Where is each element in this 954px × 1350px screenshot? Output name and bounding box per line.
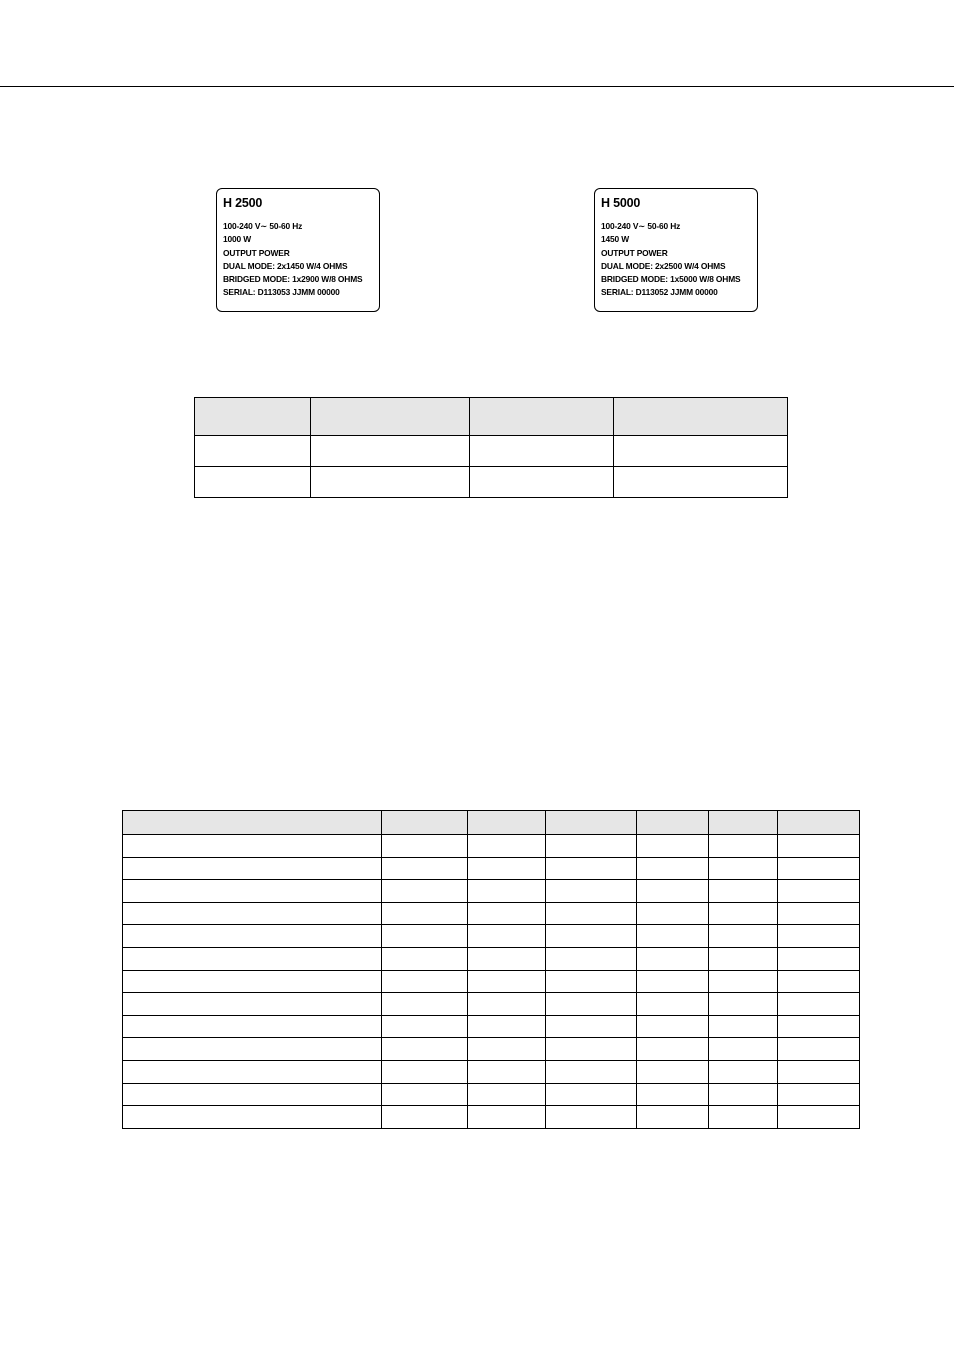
- table-cell: [709, 1015, 778, 1038]
- table-cell: [637, 1106, 709, 1129]
- header-cell: [614, 398, 788, 436]
- table-cell: [637, 1060, 709, 1083]
- table-cell: [382, 970, 468, 993]
- table-cell: [382, 1060, 468, 1083]
- label-h2500: [216, 188, 380, 312]
- table-cell: [546, 1015, 637, 1038]
- table-cell: [468, 902, 546, 925]
- table-cell: [778, 1015, 860, 1038]
- table-cell: [546, 970, 637, 993]
- table-cell: [311, 436, 470, 467]
- label-bridged-mode: BRIDGED MODE: 1x5000 W/8 OHMS: [601, 274, 741, 285]
- table-row: [123, 1106, 860, 1129]
- label-model: H 5000: [601, 196, 641, 210]
- label-h5000: [594, 188, 758, 312]
- label-dual-mode: DUAL MODE: 2x1450 W/4 OHMS: [223, 260, 348, 271]
- header-cell: [382, 811, 468, 835]
- label-dual-mode: DUAL MODE: 2x2500 W/4 OHMS: [601, 260, 726, 271]
- label-power: 1450 W: [601, 234, 629, 245]
- table-cell: [468, 1038, 546, 1061]
- table-cell: [778, 857, 860, 880]
- table-cell: [468, 925, 546, 948]
- table-row: [123, 835, 860, 858]
- table-cell: [637, 1038, 709, 1061]
- table-cell: [546, 835, 637, 858]
- specifications-table: [122, 810, 860, 1129]
- table-row: [123, 1083, 860, 1106]
- table-row: [123, 993, 860, 1016]
- label-power: 1000 W: [223, 234, 251, 245]
- table-cell: [709, 857, 778, 880]
- table-cell: [637, 1015, 709, 1038]
- header-cell: [709, 811, 778, 835]
- table-cell: [778, 902, 860, 925]
- table-row: [123, 925, 860, 948]
- table-cell: [382, 1038, 468, 1061]
- table-cell: [614, 467, 788, 498]
- table-cell: [382, 880, 468, 903]
- table-cell: [123, 1015, 382, 1038]
- table-cell: [546, 857, 637, 880]
- table-row: [123, 1060, 860, 1083]
- table-cell: [778, 835, 860, 858]
- table-cell: [468, 1060, 546, 1083]
- label-model: H 2500: [223, 196, 263, 210]
- table-cell: [468, 1083, 546, 1106]
- table-cell: [709, 880, 778, 903]
- table-cell: [468, 835, 546, 858]
- table-row: [195, 467, 788, 498]
- table-cell: [546, 947, 637, 970]
- table-row: [123, 947, 860, 970]
- header-cell: [778, 811, 860, 835]
- table-cell: [382, 835, 468, 858]
- table-cell: [709, 1060, 778, 1083]
- table-cell: [546, 902, 637, 925]
- table-cell: [709, 993, 778, 1016]
- header-cell: [311, 398, 470, 436]
- table-row: [123, 880, 860, 903]
- table-row: [123, 1038, 860, 1061]
- table-cell: [468, 1106, 546, 1129]
- table-cell: [546, 925, 637, 948]
- table-cell: [311, 467, 470, 498]
- table-cell: [778, 947, 860, 970]
- table-row: [123, 970, 860, 993]
- table-cell: [123, 902, 382, 925]
- table-cell: [709, 925, 778, 948]
- table-cell: [546, 993, 637, 1016]
- table-cell: [709, 902, 778, 925]
- table-cell: [778, 1106, 860, 1129]
- table-cell: [546, 1083, 637, 1106]
- table-cell: [709, 1038, 778, 1061]
- table-cell: [546, 1060, 637, 1083]
- table-cell: [468, 947, 546, 970]
- table-cell: [778, 993, 860, 1016]
- header-cell: [468, 811, 546, 835]
- label-voltage: 100-240 V∼ 50-60 Hz: [601, 221, 681, 231]
- label-serial: SERIAL: D113052 JJMM 00000: [601, 287, 718, 298]
- table-cell: [614, 436, 788, 467]
- table-cell: [382, 1083, 468, 1106]
- header-cell: [470, 398, 614, 436]
- table-cell: [123, 1038, 382, 1061]
- table-cell: [637, 835, 709, 858]
- table-cell: [123, 1060, 382, 1083]
- table-cell: [709, 970, 778, 993]
- table-row: [195, 436, 788, 467]
- label-output: OUTPUT POWER: [601, 247, 668, 258]
- table-cell: [195, 467, 311, 498]
- table-cell: [778, 970, 860, 993]
- table-header-row: [195, 398, 788, 436]
- table-cell: [468, 993, 546, 1016]
- table-cell: [382, 925, 468, 948]
- table-row: [123, 857, 860, 880]
- label-bridged-mode: BRIDGED MODE: 1x2900 W/8 OHMS: [223, 274, 363, 285]
- label-serial: SERIAL: D113053 JJMM 00000: [223, 287, 340, 298]
- table-cell: [637, 993, 709, 1016]
- table-cell: [123, 857, 382, 880]
- table-cell: [546, 1038, 637, 1061]
- label-voltage: 100-240 V∼ 50-60 Hz: [223, 221, 303, 231]
- table-cell: [123, 835, 382, 858]
- header-cell: [637, 811, 709, 835]
- table-cell: [709, 1083, 778, 1106]
- table-cell: [637, 970, 709, 993]
- table-cell: [637, 857, 709, 880]
- label-output: OUTPUT POWER: [223, 247, 290, 258]
- table-cell: [546, 880, 637, 903]
- table-cell: [382, 857, 468, 880]
- table-row: [123, 902, 860, 925]
- table-cell: [382, 902, 468, 925]
- table-cell: [382, 947, 468, 970]
- table-cell: [778, 1083, 860, 1106]
- table-cell: [637, 925, 709, 948]
- table-header-row: [123, 811, 860, 835]
- table-cell: [123, 947, 382, 970]
- table-cell: [123, 1106, 382, 1129]
- table-cell: [468, 857, 546, 880]
- table-cell: [778, 880, 860, 903]
- table-cell: [123, 993, 382, 1016]
- table-cell: [470, 467, 614, 498]
- table-cell: [709, 835, 778, 858]
- table-cell: [123, 970, 382, 993]
- table-cell: [546, 1106, 637, 1129]
- table-cell: [778, 1038, 860, 1061]
- table-cell: [637, 1083, 709, 1106]
- model-comparison-table: [194, 397, 788, 498]
- header-cell: [123, 811, 382, 835]
- table-cell: [709, 1106, 778, 1129]
- table-cell: [778, 1060, 860, 1083]
- table-cell: [470, 436, 614, 467]
- table-cell: [709, 947, 778, 970]
- table-cell: [123, 880, 382, 903]
- table-cell: [382, 1015, 468, 1038]
- table-cell: [468, 880, 546, 903]
- table-row: [123, 1015, 860, 1038]
- table-cell: [382, 993, 468, 1016]
- header-cell: [546, 811, 637, 835]
- table-cell: [468, 970, 546, 993]
- table-cell: [123, 925, 382, 948]
- table-cell: [637, 880, 709, 903]
- table-cell: [637, 947, 709, 970]
- table-cell: [195, 436, 311, 467]
- table-cell: [468, 1015, 546, 1038]
- table-cell: [637, 902, 709, 925]
- header-cell: [195, 398, 311, 436]
- table-cell: [123, 1083, 382, 1106]
- table-cell: [778, 925, 860, 948]
- page-top-rule: [0, 86, 954, 87]
- table-cell: [382, 1106, 468, 1129]
